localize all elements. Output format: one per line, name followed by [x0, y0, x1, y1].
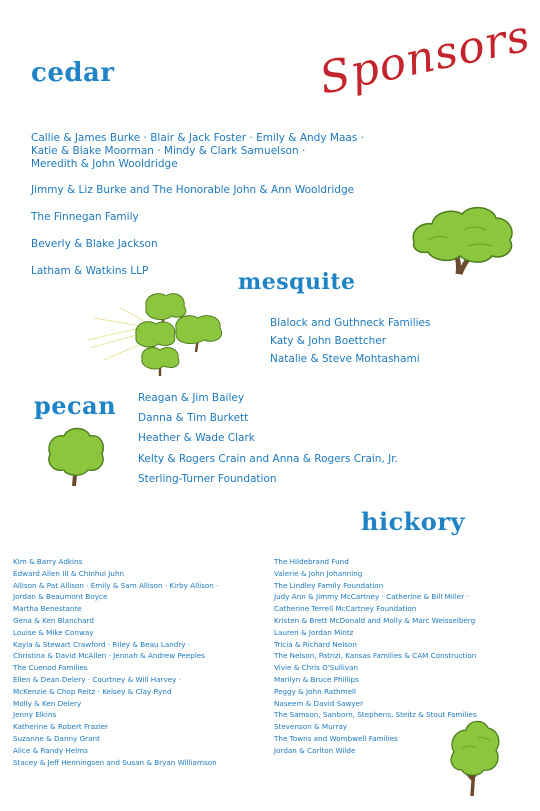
list-item: Valerie & John Johanning	[274, 568, 363, 578]
list-item: Ellen & Dean Delery · Courtney & Will Harvey ·	[13, 674, 181, 684]
list-item: Louise & Mike Conway	[13, 627, 94, 637]
list-item: Danna & Tim Burkett	[138, 412, 249, 425]
list-item: Kristen & Brett McDonald and Molly & Marc Weisselberg	[274, 615, 476, 625]
list-item: Catherine Terrell McCartney Foundation	[274, 604, 417, 614]
page-title: Sponsors	[315, 10, 535, 105]
list-item: Katherine & Robert Frazier	[13, 722, 109, 732]
list-item: Allison & Pat Allison · Emily & Sam Allison · Kirby Allison ·	[13, 580, 219, 590]
list-item: Lauren & Jordan Mintz	[274, 627, 354, 637]
list-item: The Lindley Family Foundation	[274, 580, 384, 590]
list-item: Sterling-Turner Foundation	[138, 472, 277, 485]
list-item: Callie & James Burke · Blair & Jack Foster · Emily & Andy Maas ·	[31, 132, 364, 144]
list-item: Alice & Randy Helms	[13, 745, 88, 755]
hickory-left-list	[13, 556, 218, 768]
list-item: The Towns and Wombwell Families	[274, 733, 398, 743]
cedar-group	[31, 132, 364, 171]
list-item: The Nelson, Patrizi, Kansas Families & CAM Construction	[274, 651, 477, 661]
list-item: The Samson, Sanborn, Stephens, Steitz & Stout Families	[274, 710, 477, 720]
list-item: Heather & Wade Clark	[138, 432, 255, 445]
list-item: Naseem & David Sawyer	[274, 698, 364, 708]
tier-heading-pecan: pecan	[34, 391, 117, 420]
list-item: Kim & Barry Adkins	[13, 557, 83, 566]
list-item: Meredith & John Wooldridge	[31, 158, 178, 170]
list-item: Natalie & Steve Mohtashami	[270, 353, 420, 365]
list-item: Blalock and Guthneck Families	[270, 317, 431, 329]
list-item: The Finnegan Family	[31, 211, 139, 223]
list-item: Christina & David McAllen · Jennah & Andrew Peeples	[13, 651, 206, 661]
list-item: Jenny Elkins	[13, 710, 57, 720]
list-item: Molly & Ken Delery	[13, 698, 82, 708]
list-item: Vivie & Chris O'Sullivan	[274, 663, 359, 673]
list-item: The Hildebrand Fund	[274, 557, 349, 566]
pecan-list	[138, 392, 398, 493]
list-item: Gena & Ken Blanchard	[13, 615, 94, 625]
hickory-tree-icon	[444, 718, 504, 798]
list-item: Latham & Watkins LLP	[31, 265, 149, 277]
tier-heading-mesquite: mesquite	[238, 269, 356, 295]
list-item: Stevenson & Murray	[274, 722, 348, 732]
list-item: Judy Ann & Jimmy McCartney · Catherine & Bill Miller ·	[274, 592, 469, 602]
tier-heading-cedar: cedar	[31, 58, 115, 88]
list-item: Tricia & Richard Nelson	[274, 639, 357, 649]
list-item: Stacey & Jeff Henningsen and Susan & Bryan Williamson	[13, 757, 217, 767]
list-item: Katie & Blake Moorman · Mindy & Clark Samuelson ·	[31, 145, 306, 157]
list-item: Suzanne & Danny Grant	[13, 733, 100, 743]
list-item: Jimmy & Liz Burke and The Honorable John & Ann Wooldridge	[31, 184, 355, 196]
list-item: Jordan & Carlton Wilde	[274, 745, 356, 755]
pecan-tree-icon	[44, 424, 108, 488]
tier-heading-hickory: hickory	[361, 507, 465, 536]
mesquite-list	[270, 317, 430, 371]
list-item: Edward Allen III & Chinhui Juhn	[13, 568, 125, 578]
list-item: McKenzie & Chop Reitz · Kelsey & Clay Rynd	[13, 686, 172, 696]
list-item: Jordan & Beaumont Boyce	[13, 592, 108, 602]
list-item: Reagan & Jim Bailey	[138, 392, 245, 404]
mesquite-trees-icon	[80, 288, 230, 376]
list-item: Martha Benestante	[13, 604, 82, 614]
list-item: Kayla & Stewart Crawford · Riley & Beau Landry ·	[13, 639, 191, 649]
list-item: Kelty & Rogers Crain and Anna & Rogers Crain, Jr.	[138, 452, 398, 465]
cedar-tree-icon	[408, 200, 518, 280]
list-item: The Cuenod Families	[13, 663, 88, 673]
list-item: Katy & John Boettcher	[270, 335, 387, 347]
list-item: Marilyn & Bruce Phillips	[274, 674, 359, 684]
list-item: Peggy & John Rathmell	[274, 686, 356, 696]
list-item: Beverly & Blake Jackson	[31, 238, 158, 250]
